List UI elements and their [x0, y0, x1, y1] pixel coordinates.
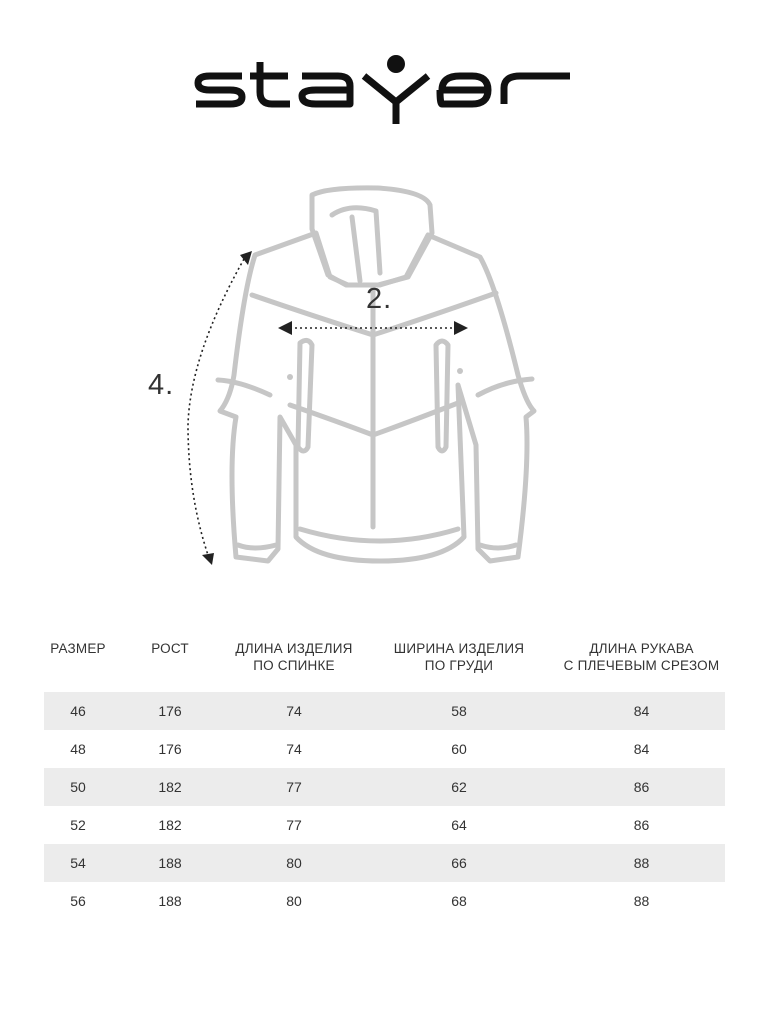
table-row — [44, 692, 725, 730]
table-row — [44, 768, 725, 806]
cell-back-length: 80 — [286, 855, 302, 871]
cell-size: 50 — [70, 779, 86, 795]
cell-back-length: 77 — [286, 817, 302, 833]
sleeve-length-label: 4. — [148, 369, 175, 401]
cell-chest-width: 66 — [451, 855, 467, 871]
cell-back-length: 74 — [286, 703, 302, 719]
cell-sleeve-length: 84 — [633, 703, 650, 719]
table-row — [44, 730, 725, 768]
table-row — [44, 844, 725, 882]
cell-chest-width: 64 — [451, 817, 467, 833]
cell-sleeve-length: 86 — [633, 817, 650, 833]
table-body — [44, 692, 725, 920]
jacket-icon — [218, 188, 534, 561]
cell-height: 182 — [158, 779, 182, 795]
cell-height: 188 — [158, 855, 182, 871]
table-header-row — [44, 640, 725, 692]
table-row — [44, 806, 725, 844]
header-sleeve-length: ДЛИНА РУКАВА С ПЛЕЧЕВЫМ СРЕЗОМ — [563, 641, 720, 673]
cell-chest-width: 62 — [451, 779, 467, 795]
header-size: РАЗМЕР — [50, 641, 106, 656]
cell-height: 176 — [158, 703, 182, 719]
cell-chest-width: 58 — [451, 703, 467, 719]
logo-head-dot — [387, 55, 405, 73]
chest-width-label: 2. — [366, 283, 393, 315]
sleeve-length-arrow — [188, 259, 244, 555]
table-row — [44, 882, 725, 920]
cell-height: 188 — [158, 893, 182, 909]
cell-size: 54 — [70, 855, 86, 871]
cell-sleeve-length: 84 — [633, 741, 650, 757]
cell-size: 56 — [70, 893, 86, 909]
cell-sleeve-length: 88 — [633, 893, 650, 909]
cell-chest-width: 68 — [451, 893, 467, 909]
cell-back-length: 80 — [286, 893, 302, 909]
cell-height: 182 — [158, 817, 182, 833]
cell-size: 46 — [70, 703, 86, 719]
stayer-logo — [190, 52, 580, 128]
cell-height: 176 — [158, 741, 182, 757]
header-height: РОСТ — [151, 641, 189, 656]
cell-sleeve-length: 88 — [633, 855, 650, 871]
header-chest-width: ШИРИНА ИЗДЕЛИЯ ПО ГРУДИ — [393, 641, 525, 673]
cell-back-length: 77 — [286, 779, 302, 795]
size-chart-table — [44, 640, 725, 920]
cell-back-length: 74 — [286, 741, 302, 757]
cell-chest-width: 60 — [451, 741, 467, 757]
cell-size: 52 — [70, 817, 86, 833]
cell-sleeve-length: 86 — [633, 779, 650, 795]
jacket-illustration — [140, 185, 560, 575]
cell-size: 48 — [70, 741, 86, 757]
header-back-length: ДЛИНА ИЗДЕЛИЯ ПО СПИНКЕ — [235, 641, 353, 673]
